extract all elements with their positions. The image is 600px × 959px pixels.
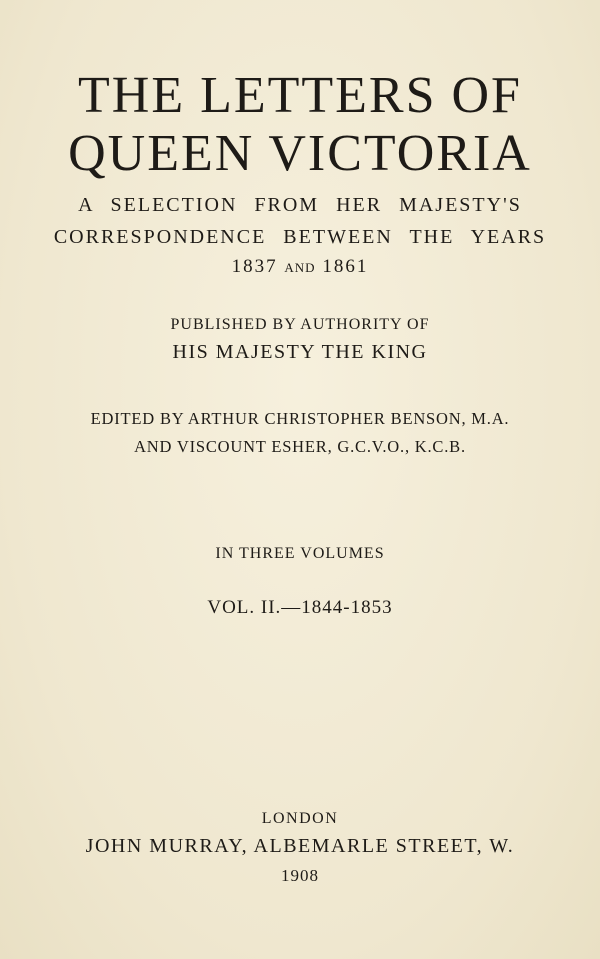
year-start: 1837 <box>231 256 278 277</box>
editors-line-2: AND VISCOUNT ESHER, G.C.V.O., K.C.B. <box>134 437 466 456</box>
volume-number: VOL. II.—1844-1853 <box>207 597 393 618</box>
subtitle-years <box>0 257 600 276</box>
year-end: 1861 <box>322 256 369 277</box>
and-word: AND <box>284 260 316 275</box>
publisher-name: JOHN MURRAY, ALBEMARLE STREET, W. <box>85 835 515 857</box>
subtitle-line-2: CORRESPONDENCE BETWEEN THE YEARS <box>53 226 547 248</box>
authority-line-2: HIS MAJESTY THE KING <box>172 341 428 363</box>
subtitle-line-1: A SELECTION FROM HER MAJESTY'S <box>78 194 522 216</box>
authority-line-1: PUBLISHED BY AUTHORITY OF <box>170 316 430 333</box>
book-title-line-2: QUEEN VICTORIA <box>68 125 532 182</box>
volume-count: IN THREE VOLUMES <box>215 545 385 562</box>
publisher-city: LONDON <box>261 810 339 827</box>
publication-year: 1908 <box>281 866 319 885</box>
book-title-line-1: THE LETTERS OF <box>78 67 522 124</box>
editors-line-1: EDITED BY ARTHUR CHRISTOPHER BENSON, M.A. <box>90 409 510 428</box>
